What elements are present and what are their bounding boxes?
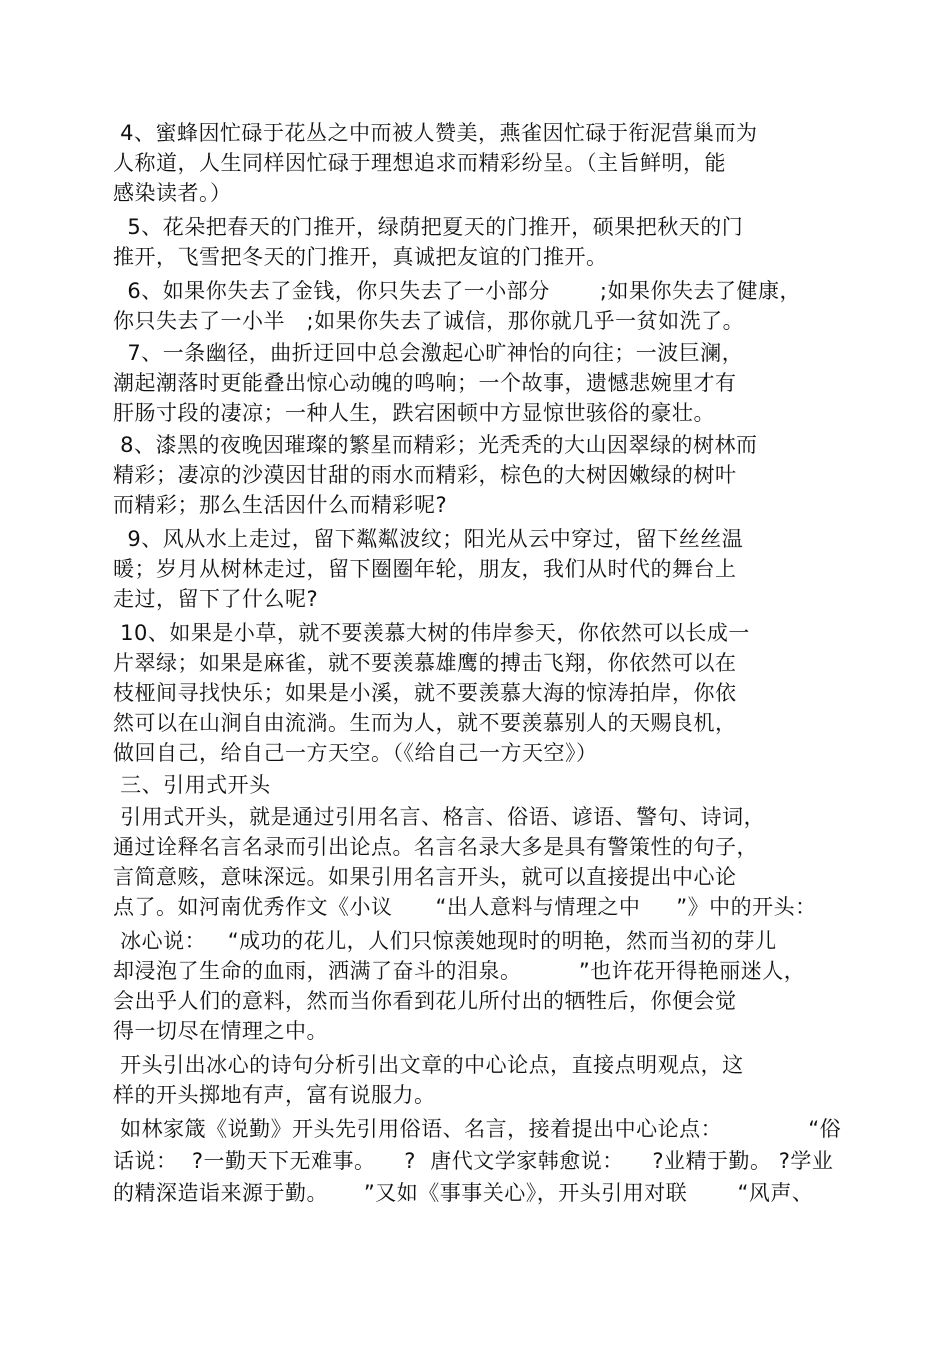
text-line: 做回自己，给自己一方天空。（《给自己一方天空》） bbox=[113, 741, 598, 765]
text-line: 样的开头掷地有声，富有说服力。 bbox=[113, 1083, 436, 1107]
text-line: 5、花朵把春天的门推开，绿荫把夏天的门推开，硕果把秋天的门 bbox=[113, 215, 744, 239]
text-line: 8、漆黑的夜晚因璀璨的繁星而精彩；光秃秃的大山因翠绿的树林而 bbox=[113, 433, 758, 457]
text-line: 片翠绿；如果是麻雀，就不要羡慕雄鹰的搏击飞翔，你依然可以在 bbox=[113, 651, 737, 675]
text-line: 暖；岁月从树林走过，留下圈圈年轮，朋友，我们从时代的舞台上 bbox=[113, 557, 737, 581]
text-line: 得一切尽在情理之中。 bbox=[113, 1019, 328, 1043]
text-line: 通过诠释名言名录而引出论点。名言名录大多是具有警策性的句子， bbox=[113, 835, 758, 859]
text-line: 的精深造诣来源于勤。 ”又如《事事关心》，开头引用对联 “风声、 bbox=[113, 1181, 814, 1205]
text-line: 推开，飞雪把冬天的门推开，真诚把友谊的门推开。 bbox=[113, 245, 608, 269]
text-line: 6、如果你失去了金钱，你只失去了一小部分 ;如果你失去了健康， bbox=[113, 279, 802, 303]
text-line: 人称道，人生同样因忙碌于理想追求而精彩纷呈。（主旨鲜明，能 bbox=[113, 151, 726, 175]
text-line: 肝肠寸段的凄凉；一种人生，跌宕困顿中方显惊世骇俗的豪壮。 bbox=[113, 401, 715, 425]
text-line: 而精彩；那么生活因什么而精彩呢? bbox=[113, 493, 448, 517]
text-line: 然可以在山涧自由流淌。生而为人，就不要羡慕别人的天赐良机， bbox=[113, 711, 737, 735]
text-line: 10、如果是小草，就不要羡慕大树的伟岸参天，你依然可以长成一 bbox=[113, 621, 750, 645]
text-line: 4、蜜蜂因忙碌于花丛之中而被人赞美，燕雀因忙碌于衔泥营巢而为 bbox=[113, 121, 758, 145]
text-line: 言简意赅，意味深远。如果引用名言开头，就可以直接提出中心论 bbox=[113, 865, 737, 889]
text-line: 你只失去了一小半 ;如果你失去了诚信，那你就几乎一贫如洗了。 bbox=[113, 309, 745, 333]
section-heading: 三、引用式开头 bbox=[113, 773, 271, 797]
text-line: 开头引出冰心的诗句分析引出文章的中心论点，直接点明观点，这 bbox=[113, 1053, 744, 1077]
text-line: 如林家箴《说勤》开头先引用俗语、名言，接着提出中心论点： “俗 bbox=[113, 1117, 842, 1141]
text-line: 潮起潮落时更能叠出惊心动魄的鸣响；一个故事，遗憾悲婉里才有 bbox=[113, 371, 737, 395]
text-line: 枝桠间寻找快乐；如果是小溪，就不要羡慕大海的惊涛拍岸，你依 bbox=[113, 681, 737, 705]
text-line: 引用式开头，就是通过引用名言、格言、俗语、谚语、警句、诗词， bbox=[113, 805, 766, 829]
text-line: 会出乎人们的意料，然而当你看到花儿所付出的牺牲后，你便会觉 bbox=[113, 989, 737, 1013]
text-line: 却浸泡了生命的血雨，洒满了奋斗的泪泉。 ”也许花开得艳丽迷人， bbox=[113, 959, 806, 983]
text-line: 话说： ?一勤天下无难事。 ? 唐代文学家韩愈说： ?业精于勤。 ?学业 bbox=[113, 1149, 834, 1173]
text-line: 感染读者。） bbox=[113, 181, 232, 205]
text-line: 走过，留下了什么呢? bbox=[113, 587, 319, 611]
text-line: 点了。如河南优秀作文《小议 “出人意料与情理之中 ”》中的开头： bbox=[113, 895, 817, 919]
text-line: 精彩；凄凉的沙漠因甘甜的雨水而精彩，棕色的大树因嫩绿的树叶 bbox=[113, 463, 737, 487]
text-line: 冰心说： “成功的花儿，人们只惊羡她现时的明艳，然而当初的芽儿 bbox=[113, 929, 777, 953]
text-line: 9、风从水上走过，留下粼粼波纹；阳光从云中穿过，留下丝丝温 bbox=[113, 527, 744, 551]
text-line: 7、一条幽径，曲折迂回中总会激起心旷神怡的向往；一波巨澜， bbox=[113, 341, 744, 365]
